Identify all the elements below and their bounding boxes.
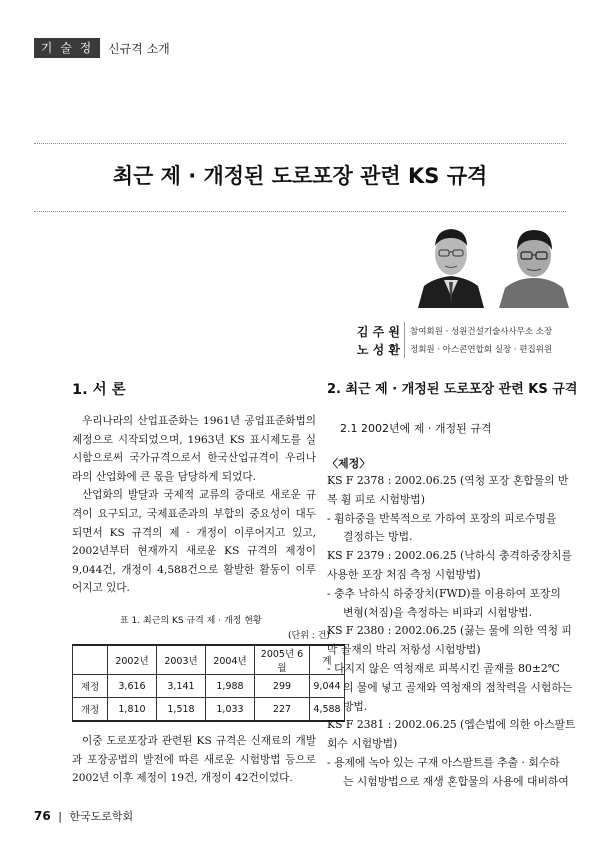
subsection-heading: 2.1 2002년에 제 · 개정된 규격 (340, 422, 492, 435)
table-cell: 1,988 (206, 675, 255, 698)
author-affiliation-2: 정회원 · 아스콘연합회 실장 · 편집위원 (410, 345, 553, 355)
page-number: 76 (34, 809, 51, 823)
table-cell: 제정 (73, 675, 108, 698)
standard-line: KS F 2378 : 2002.06.25 (역청 포장 혼합물의 반 (327, 474, 569, 487)
author-photo-2 (497, 216, 571, 308)
table-row (73, 698, 345, 722)
standard-line: - 용제에 녹아 있는 구재 아스팔트를 추출 · 회수하 (327, 755, 560, 769)
enactment-label: 〈제정〉 (327, 457, 371, 470)
table-unit: (단위 : 건) (288, 631, 330, 641)
table-header-cell: 2002년 (108, 645, 157, 675)
standard-line: 막 골재의 박리 저항성 시험방법) (327, 643, 481, 657)
paragraph: 이중 도로포장과 관련된 KS 규격은 신재료의 개발과 포장공법의 발전에 따른 새로운 시험방법 등으로 2002년 이후 제정이 19건, 개정이 42건이었다. (72, 735, 316, 785)
author-name-1: 김 주 원 (356, 325, 400, 339)
table-cell: 1,033 (206, 698, 255, 722)
standard-line: - 충추 낙하식 하중장치(FWD)를 이용하여 포장의 (327, 586, 561, 600)
standard-line: 결정하는 방법. (343, 530, 413, 544)
standard-line: 변형(처짐)을 측정하는 비파괴 시험방법. (343, 605, 533, 619)
table-header-cell: 2004년 (206, 645, 255, 675)
standard-line: 회수 시험방법) (327, 737, 398, 751)
section-heading-standards: 2. 최근 제 · 개정된 도로포장 관련 KS 규격 (327, 382, 578, 397)
section-tag: 기 술 정 보 (34, 38, 100, 58)
table-cell: 9,044 (310, 675, 345, 698)
author-photo-1 (414, 216, 488, 308)
table-cell: 1,810 (108, 698, 157, 722)
intro-paragraphs (72, 412, 316, 598)
standard-line: - 휨하중을 반복적으로 가하여 포장의 피로수명을 (327, 511, 557, 525)
table-cell: 개정 (73, 698, 108, 722)
table-cell: 4,588 (310, 698, 345, 722)
table-cell: 3,616 (108, 675, 157, 698)
standard-line: 의 물에 넣고 골재와 역청재의 점착력을 시험하는 (343, 680, 573, 694)
table-cell: 1,518 (157, 698, 206, 722)
top-divider (34, 143, 566, 144)
standard-line: - 다지지 않은 역청재로 피복시킨 골재를 80±2℃ (327, 661, 560, 675)
ks-status-table (72, 644, 345, 722)
table-row (73, 675, 345, 698)
table-caption: 표 1. 최근의 KS 규격 제 · 개정 현황 (120, 616, 262, 626)
table-header-row (73, 645, 345, 675)
paragraph: 우리나라의 산업표준화는 1961년 공업표준화법의 제정으로 시작되었으며, 1963년 KS 표시제도를 실시함으로써 국가규격으로서 한국산업규격이 우리나라의 산업화에 큰 몫을 담당하게 되었다. (72, 415, 316, 483)
table-header-cell (73, 645, 108, 675)
standard-line: 사용한 포장 처짐 측정 시험방법) (327, 567, 481, 581)
title-divider (34, 211, 566, 212)
table-header-cell: 계 (310, 645, 345, 675)
table-header-cell: 2005년 6월 (255, 645, 310, 675)
section-heading-intro: 1. 서 론 (72, 382, 126, 398)
table-cell: 299 (255, 675, 310, 698)
standard-line: KS F 2379 : 2002.06.25 (낙하식 충격하중장치를 (327, 549, 572, 563)
page-footer: 76 | 한국도로학회 (34, 809, 134, 823)
standard-line: 는 시험방법으로 재생 혼합물의 사용에 대비하여 (343, 774, 569, 788)
page-title: 최근 제 · 개정된 도로포장 관련 KS 규격 (112, 164, 488, 188)
author-name-2: 노 성 환 (356, 343, 400, 357)
closing-paragraph (72, 732, 316, 788)
paragraph: 산업화의 발달과 국제적 교류의 증대로 새로운 규격이 요구되고, 국제표준과의 부합의 중요성이 대두되면서 KS 규격의 제 · 개정이 이루어지고 있고, 2002년부터 현재까지 새로운 KS 규격의 제정이 9,044건, 개정이 4,588건으로 활발한 활동이 이루어지고 있다. (72, 489, 316, 595)
standard-line: 방법. (343, 699, 368, 713)
table-header-cell: 2003년 (157, 645, 206, 675)
standard-line: KS F 2380 : 2002.06.25 (끓는 물에 의한 역청 피 (327, 624, 572, 638)
table-cell: 3,141 (157, 675, 206, 698)
standard-line: KS F 2381 : 2002.06.25 (엡슨법에 의한 아스팔트 (327, 718, 576, 732)
author-affiliation-1: 참여회원 · 성원건설기술사사무소 소장 (410, 327, 553, 337)
standard-line: 복 휨 피로 시험방법) (327, 492, 425, 506)
standards-list (327, 472, 576, 792)
publisher-name: 한국도로학회 (69, 810, 134, 823)
author-divider (404, 322, 405, 358)
section-subtitle: 신규격 소개 (108, 42, 170, 56)
table-cell: 227 (255, 698, 310, 722)
